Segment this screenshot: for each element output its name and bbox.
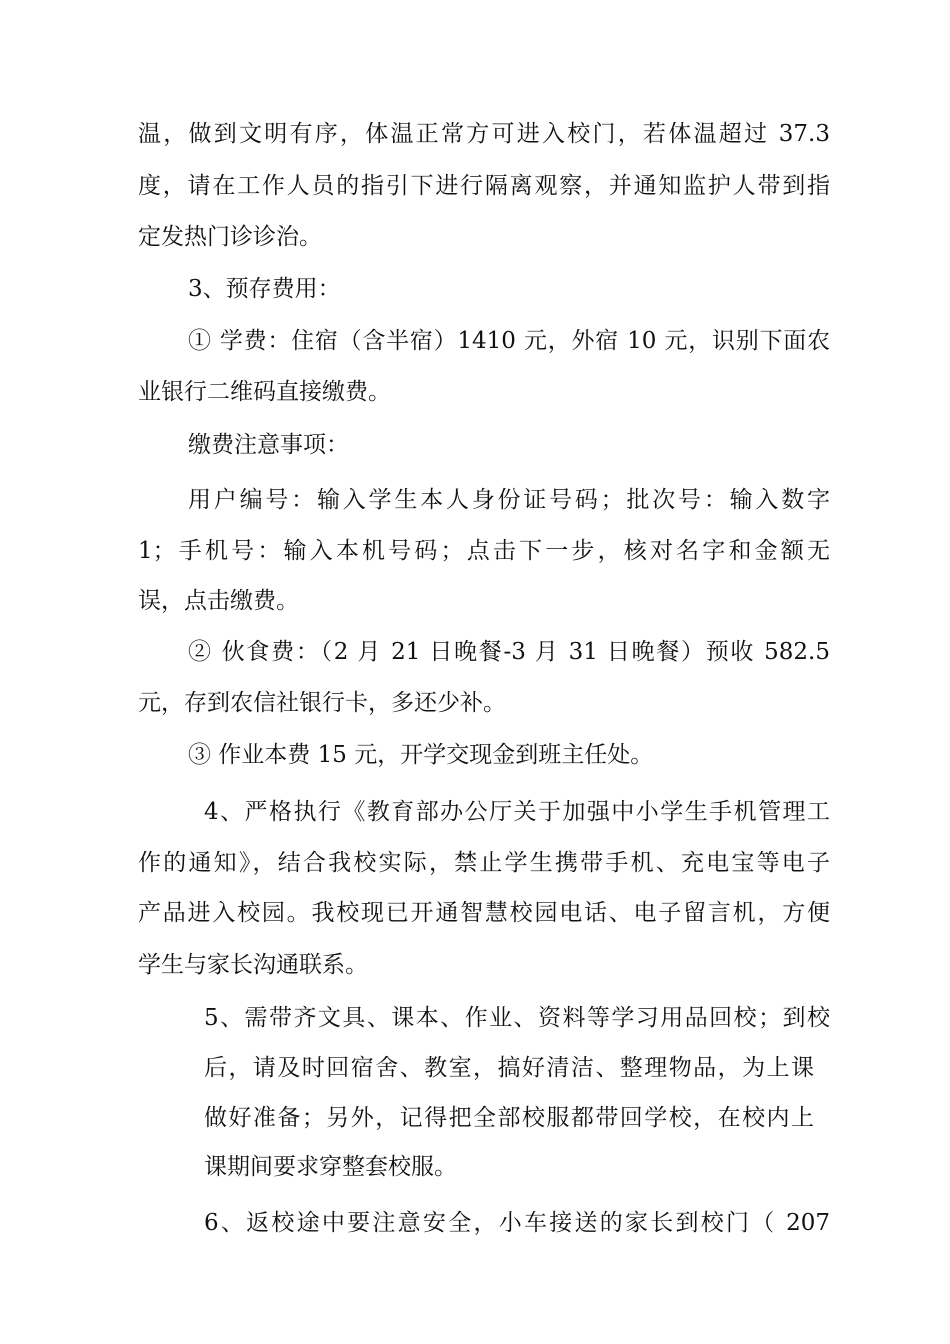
text-line: 温，做到文明有序，体温正常方可进入校门，若体温超过 37.3 (138, 121, 830, 147)
text-line: 元，存到农信社银行卡，多还少补。 (138, 690, 506, 716)
text-line: 学生与家长沟通联系。 (138, 952, 368, 978)
text-line: 课期间要求穿整套校服。 (204, 1154, 457, 1180)
text-line: ① 学费：住宿（含半宿）1410 元，外宿 10 元，识别下面农 (188, 328, 830, 354)
text-line: 误，点击缴费。 (138, 588, 299, 614)
text-line: ③ 作业本费 15 元，开学交现金到班主任处。 (188, 742, 654, 768)
text-line: 定发热门诊诊治。 (138, 224, 322, 250)
text-line: 做好准备；另外，记得把全部校服都带回学校，在校内上 (204, 1105, 814, 1131)
text-line: 作的通知》，结合我校实际，禁止学生携带手机、充电宝等电子 (138, 850, 830, 876)
text-line: 度，请在工作人员的指引下进行隔离观察，并通知监护人带到指 (138, 173, 830, 199)
text-line: 6、返校途中要注意安全，小车接送的家长到校门（ 207 (204, 1210, 830, 1236)
section-heading-fees: 3、预存费用： (188, 276, 341, 302)
text-line: 业银行二维码直接缴费。 (138, 379, 391, 405)
text-line: 5、需带齐文具、课本、作业、资料等学习用品回校；到校 (204, 1005, 830, 1031)
text-line: ② 伙食费：（2 月 21 日晚餐-3 月 31 日晚餐）预收 582.5 (188, 639, 830, 665)
text-line: 4、严格执行《教育部办公厅关于加强中小学生手机管理工 (204, 799, 830, 825)
text-line: 用户编号：输入学生本人身份证号码；批次号：输入数字 (188, 487, 830, 513)
text-line: 产品进入校园。我校现已开通智慧校园电话、电子留言机，方便 (138, 900, 830, 926)
text-line: 1；手机号：输入本机号码；点击下一步，核对名字和金额无 (138, 538, 830, 564)
text-line: 后，请及时回宿舍、教室，搞好清洁、整理物品，为上课 (204, 1055, 814, 1081)
section-heading-payment-notes: 缴费注意事项： (188, 432, 349, 458)
